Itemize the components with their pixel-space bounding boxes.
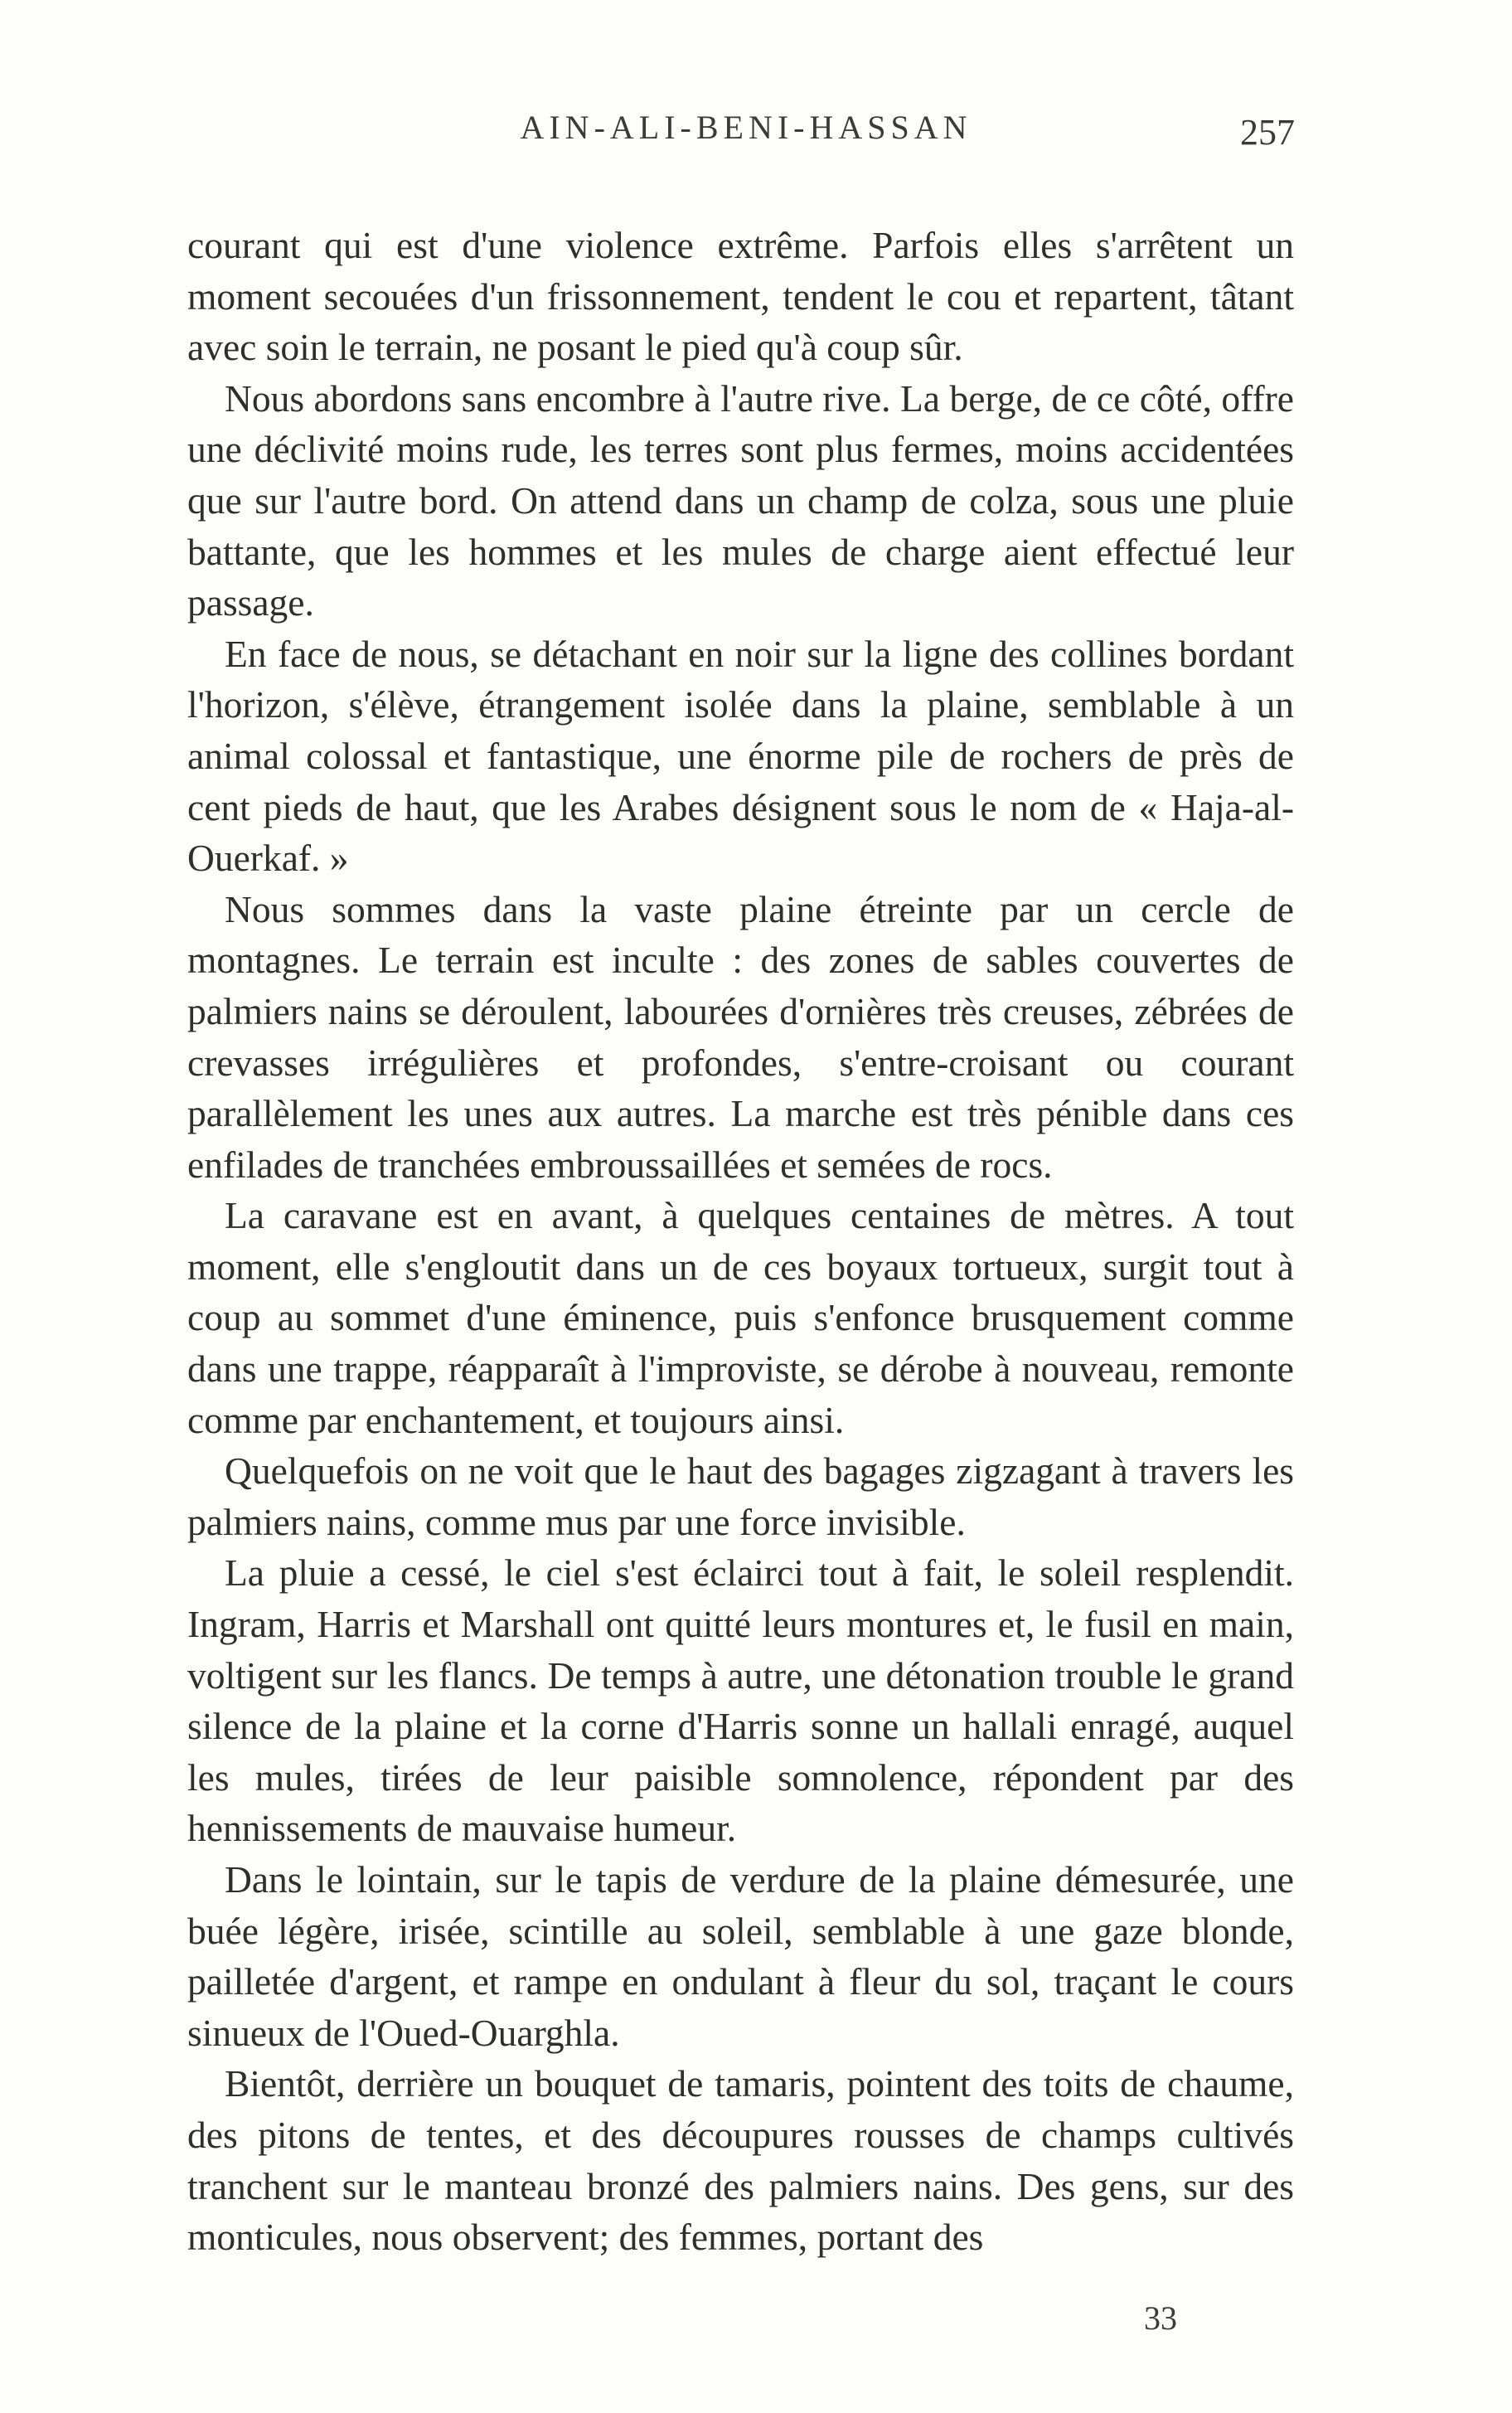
signature-mark: 33 bbox=[1144, 2299, 1177, 2337]
paragraph: Dans le lointain, sur le tapis de verdure de la plaine démesurée, une buée légère, irisée, scintille au soleil, semblable à une gaze blonde, pailletée d'argent, et rampe en ondulant à fleur du sol, traçant le cours sinueux de l'Oued-Ouarghla. bbox=[187, 1858, 1294, 2054]
paragraph: La pluie a cessé, le ciel s'est éclairci tout à fait, le soleil resplendit. Ingram, Harris et Marshall ont quitté leurs montures et, le fusil en main, voltigent sur les flancs. De temps à autre, une détonation trouble le grand silence de la plaine et la corne d'Harris sonne un hallali enragé, auquel les mules, tirées de leur paisible somnolence, répondent par des hennissements de mauvaise humeur. bbox=[187, 1551, 1294, 1850]
paragraph: En face de nous, se détachant en noir sur la ligne des collines bordant l'horizon, s'élève, étrangement isolée dans la plaine, semblable à un animal colossal et fantastique, une énorme pile de rochers de près de cent pieds de haut, que les Arabes désignent sous le nom de « Haja-al-Ouerkaf. » bbox=[187, 632, 1294, 880]
paragraph: La caravane est en avant, à quelques centaines de mètres. A tout moment, elle s'engloutit dans un de ces boyaux tortueux, surgit tout à coup au sommet d'une éminence, puis s'enfonce brusquement comme dans une trappe, réapparaît à l'improviste, se dérobe à nouveau, remonte comme par enchantement, et toujours ainsi. bbox=[187, 1194, 1294, 1441]
running-head bbox=[0, 100, 1512, 153]
paragraph: Quelquefois on ne voit que le haut des bagages zigzagant à travers les palmiers nains, comme mus par une force invisible. bbox=[187, 1449, 1294, 1543]
body-text bbox=[187, 220, 1294, 2263]
running-title: AIN-ALI-BENI-HASSAN bbox=[520, 109, 972, 146]
paragraph: courant qui est d'une violence extrême. Parfois elles s'arrêtent un moment secouées d'un frissonnement, tendent le cou et repartent, tâtant avec soin le terrain, ne posant le pied qu'à coup sûr. bbox=[187, 224, 1294, 369]
paragraph: Bientôt, derrière un bouquet de tamaris, pointent des toits de chaume, des pitons de tentes, et des découpures rousses de champs cultivés tranchent sur le manteau bronzé des palmiers nains. Des gens, sur des monticules, nous observent; des femmes, portant des bbox=[187, 2062, 1294, 2259]
page-number: 257 bbox=[1240, 112, 1295, 153]
paragraph: Nous sommes dans la vaste plaine étreinte par un cercle de montagnes. Le terrain est inculte : des zones de sables couvertes de palmiers nains se déroulent, labourées d'ornières très creuses, zébrées de crevasses irrégulières et profondes, s'entre-croisant ou courant parallèlement les unes aux autres. La marche est très pénible dans ces enfilades de tranchées embroussaillées et semées de rocs. bbox=[187, 887, 1294, 1186]
paragraph: Nous abordons sans encombre à l'autre rive. La berge, de ce côté, offre une déclivité moins rude, les terres sont plus fermes, moins accidentées que sur l'autre bord. On attend dans un champ de colza, sous une pluie battante, que les hommes et les mules de charge aient effectué leur passage. bbox=[187, 376, 1294, 624]
